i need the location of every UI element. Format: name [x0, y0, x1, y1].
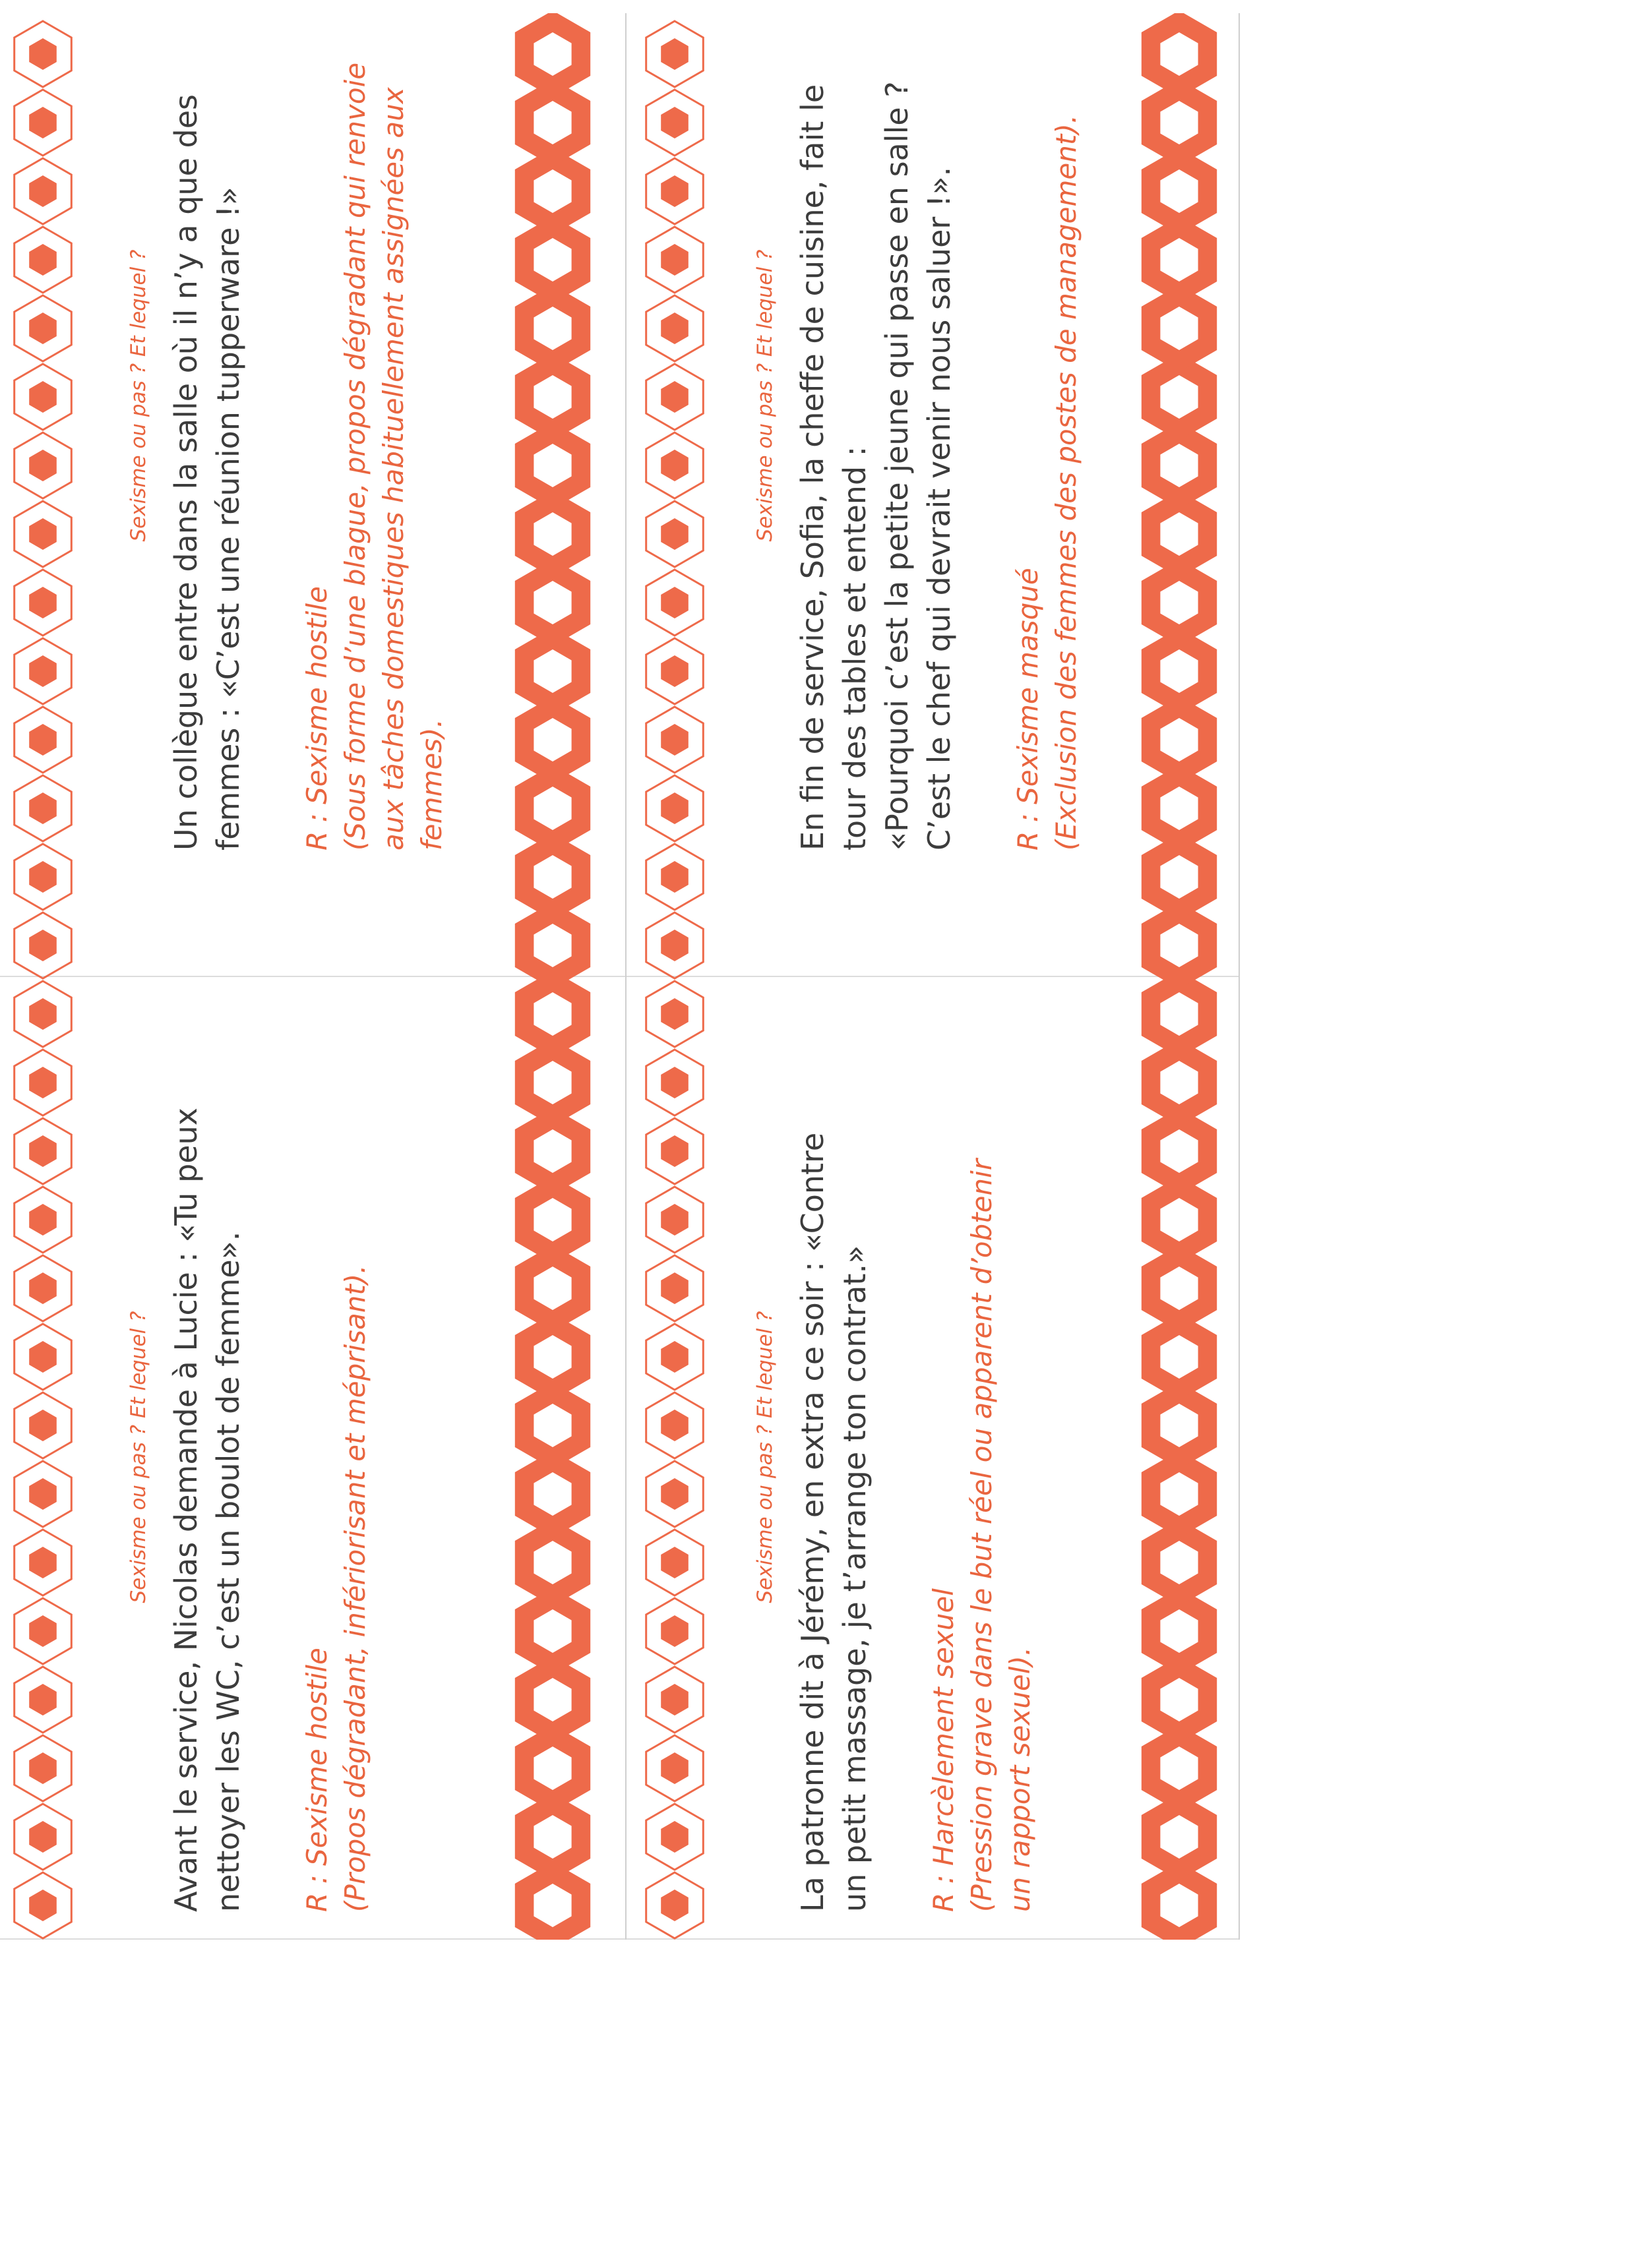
hexagon-border-bottom-row2 [1133, 13, 1225, 1940]
hexagon-dot-icon [661, 1821, 689, 1853]
hexagon-dot-icon [29, 1752, 57, 1784]
hexagon-dot-icon [661, 1272, 689, 1304]
hexagon-dot-icon [29, 587, 57, 618]
card-answer-detail: (Exclusion des femmes des postes de management). [1050, 114, 1082, 850]
hexagon-dot-icon [29, 1821, 57, 1853]
hexagon-dot-icon [661, 1615, 689, 1647]
card-question: Sexisme ou pas ? Et lequel ? [127, 249, 150, 542]
cut-line-bottom [1239, 13, 1240, 1940]
hexagon-dot-icon [661, 930, 689, 961]
hexagon-outline-pattern [632, 13, 718, 1940]
hexagon-dot-icon [29, 1410, 57, 1441]
hexagon-dot-icon [29, 724, 57, 756]
hexagon-dot-icon [29, 655, 57, 687]
hexagon-dot-icon [29, 861, 57, 893]
hexagon-dot-icon [661, 244, 689, 276]
hexagon-dot-icon [661, 175, 689, 207]
hexagon-dot-icon [29, 930, 57, 961]
hexagon-dot-icon [661, 38, 689, 70]
hexagon-dot-icon [661, 1752, 689, 1784]
hexagon-dot-icon [29, 107, 57, 138]
hexagon-dot-icon [29, 1135, 57, 1167]
card-question: Sexisme ou pas ? Et lequel ? [753, 249, 777, 542]
hexagon-dot-icon [661, 1547, 689, 1578]
hexagon-dot-icon [661, 313, 689, 344]
hexagon-dot-icon [29, 998, 57, 1030]
card-answer-type: R : Harcèlement sexuel [927, 1588, 960, 1912]
hexagon-border-top-row2 [506, 13, 599, 1940]
card-1 [125, 1002, 375, 1912]
card-4 [752, 0, 1086, 850]
hexagon-dot-icon [29, 1204, 57, 1236]
hexagon-dot-icon [661, 381, 689, 413]
hexagon-dot-icon [661, 1067, 689, 1098]
hexagon-dot-icon [29, 1478, 57, 1510]
hexagon-dot-icon [29, 450, 57, 481]
card-2 [125, 0, 451, 850]
hexagon-dot-icon [29, 1547, 57, 1578]
hexagon-dot-icon [661, 861, 689, 893]
hexagon-dot-icon [661, 655, 689, 687]
hexagon-dot-icon [661, 1890, 689, 1921]
hexagon-outline-pattern [0, 13, 86, 1940]
card-scenario: Un collègue entre dans la salle où il n’y a que des femmes : «C’est une réunion tupperware !» [168, 94, 246, 850]
hexagon-dot-icon [29, 1890, 57, 1921]
hexagon-dot-icon [661, 1684, 689, 1716]
hexagon-dot-icon [29, 1272, 57, 1304]
card-answer-type: R : Sexisme hostile [301, 1648, 333, 1912]
hexagon-dot-icon [661, 107, 689, 138]
hexagon-dot-icon [29, 1615, 57, 1647]
hexagon-chain-pattern [506, 13, 599, 1940]
card-answer-type: R : Sexisme masqué [1012, 568, 1044, 850]
hexagon-dot-icon [29, 175, 57, 207]
hexagon-dot-icon [29, 38, 57, 70]
cut-line-center [625, 13, 627, 1940]
card-question: Sexisme ou pas ? Et lequel ? [127, 1311, 150, 1603]
hexagon-border-bottom-row1 [632, 13, 718, 1940]
hexagon-dot-icon [29, 1067, 57, 1098]
hexagon-dot-icon [29, 244, 57, 276]
hexagon-dot-icon [661, 1410, 689, 1441]
card-3 [752, 1002, 1039, 1912]
card-scenario: Avant le service, Nicolas demande à Lucie : «Tu peux nettoyer les WC, c’est un boulot de femme». [168, 1108, 246, 1912]
hexagon-chain-pattern [1133, 13, 1225, 1940]
card-answer-detail: (Propos dégradant, infériorisant et méprisant). [339, 1265, 371, 1912]
hexagon-dot-icon [661, 792, 689, 824]
hexagon-dot-icon [661, 1478, 689, 1510]
hexagon-border-top-row1 [0, 13, 86, 1940]
card-answer-detail: (Pression grave dans le but réel ou apparent d’obtenir un rapport sexuel). [966, 1158, 1036, 1912]
hexagon-dot-icon [29, 518, 57, 550]
hexagon-dot-icon [661, 1135, 689, 1167]
hexagon-dot-icon [29, 1341, 57, 1373]
hexagon-dot-icon [661, 998, 689, 1030]
hexagon-dot-icon [29, 313, 57, 344]
hexagon-dot-icon [29, 1684, 57, 1716]
cut-line-middle [0, 976, 1240, 977]
hexagon-dot-icon [661, 450, 689, 481]
hexagon-dot-icon [661, 724, 689, 756]
card-question: Sexisme ou pas ? Et lequel ? [753, 1311, 777, 1603]
hexagon-dot-icon [661, 1204, 689, 1236]
card-scenario: La patronne dit à Jérémy, en extra ce soir : «Contre un petit massage, je t’arrange ton contrat.» [795, 1132, 873, 1912]
hexagon-dot-icon [29, 381, 57, 413]
hexagon-dot-icon [29, 792, 57, 824]
card-scenario: En fin de service, Sofia, la cheffe de cuisine, fait le tour des tables et entend : «Pourquoi c’est la petite jeune qui passe en salle ? C’est le chef qui devrait venir nous saluer !». [795, 81, 957, 850]
card-answer-detail: (Sous forme d’une blague, propos dégradant qui renvoie aux tâches domestiques habituellement assignées aux femmes). [339, 62, 448, 850]
cut-line-left-edge [0, 1938, 1240, 1940]
hexagon-dot-icon [661, 518, 689, 550]
hexagon-dot-icon [661, 1341, 689, 1373]
card-answer-type: R : Sexisme hostile [301, 586, 333, 850]
hexagon-dot-icon [661, 587, 689, 618]
